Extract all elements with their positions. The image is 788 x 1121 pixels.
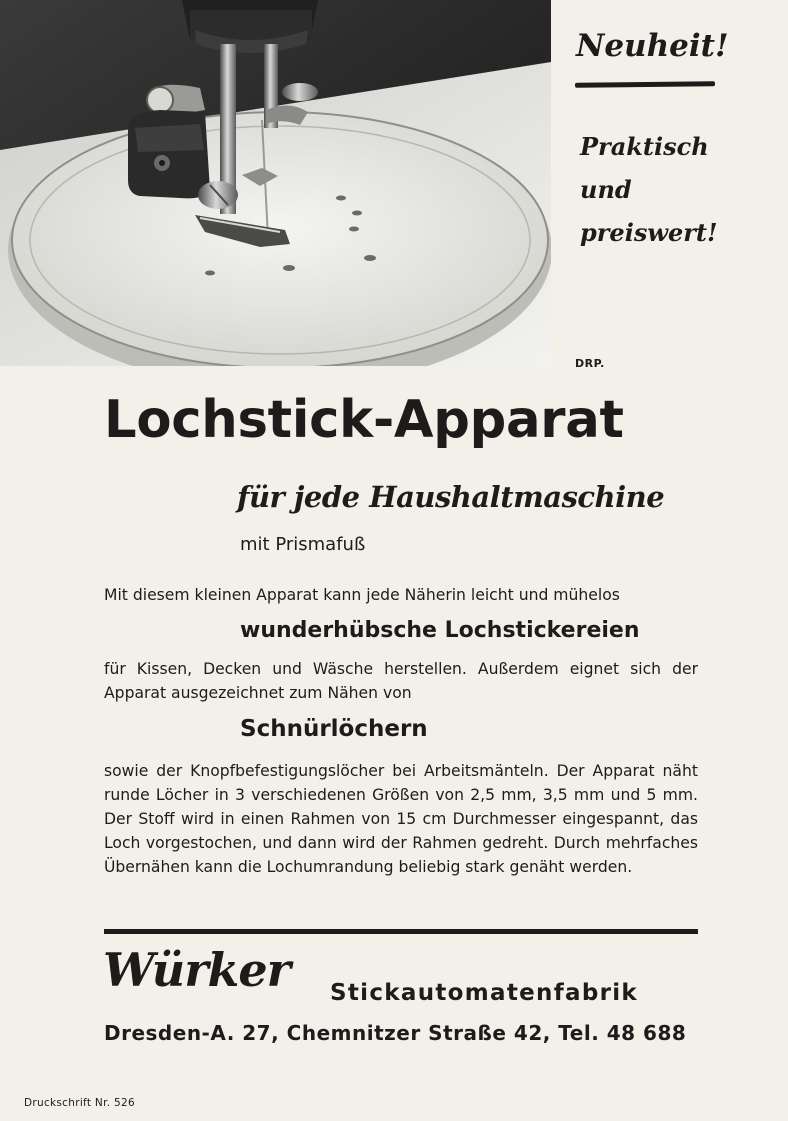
body-paragraph-3: sowie der Knopfbefestigungslöcher bei Arbeitsmänteln. Der Apparat näht runde Löcher in 3 verschiedenen Größen von 2,5 mm, 3,5 mm und 5 mm. Der Stoff wird in einen Rahmen von 15 cm Durchmesser eingespannt, das Loch vorgestochen, und dann wird der Rahmen gedreht. Durch mehrfaches Übernähen kann die Lochumrandung beliebig stark genäht werden. xyxy=(104,762,698,876)
neuheit-label: Neuheit! xyxy=(576,28,729,64)
section-divider xyxy=(104,929,698,934)
drp-label: DRP. xyxy=(575,357,605,370)
company-address: Dresden-A. 27, Chemnitzer Straße 42, Tel. 48 688 xyxy=(104,1021,687,1045)
sewing-machine-illustration xyxy=(0,0,551,366)
emphasis-schnurlochern: Schnürlöchern xyxy=(240,716,428,742)
slogan-line-1: Praktisch xyxy=(580,132,709,161)
intro-text: Mit diesem kleinen Apparat kann jede Näherin leicht und mühelos xyxy=(104,586,620,604)
company-logo: Würker xyxy=(103,943,290,997)
neuheit-underline xyxy=(575,81,715,87)
slogan-line-3: preiswert! xyxy=(580,218,718,247)
subtitle: für jede Haushaltmaschine xyxy=(237,480,665,514)
body-paragraph-2: für Kissen, Decken und Wäsche herstellen. Außerdem eignet sich der Apparat ausgezeichnet zum Nähen von xyxy=(104,660,698,702)
prismafuss-note: mit Prismafuß xyxy=(240,534,366,555)
company-name: Stickautomatenfabrik xyxy=(330,980,639,1006)
emphasis-lochstickereien: wunderhübsche Lochstickereien xyxy=(240,618,640,643)
slogan-line-2: und xyxy=(580,175,632,204)
slogan xyxy=(580,125,718,254)
print-reference: Druckschrift Nr. 526 xyxy=(24,1097,135,1109)
page-title: Lochstick-Apparat xyxy=(104,390,624,450)
